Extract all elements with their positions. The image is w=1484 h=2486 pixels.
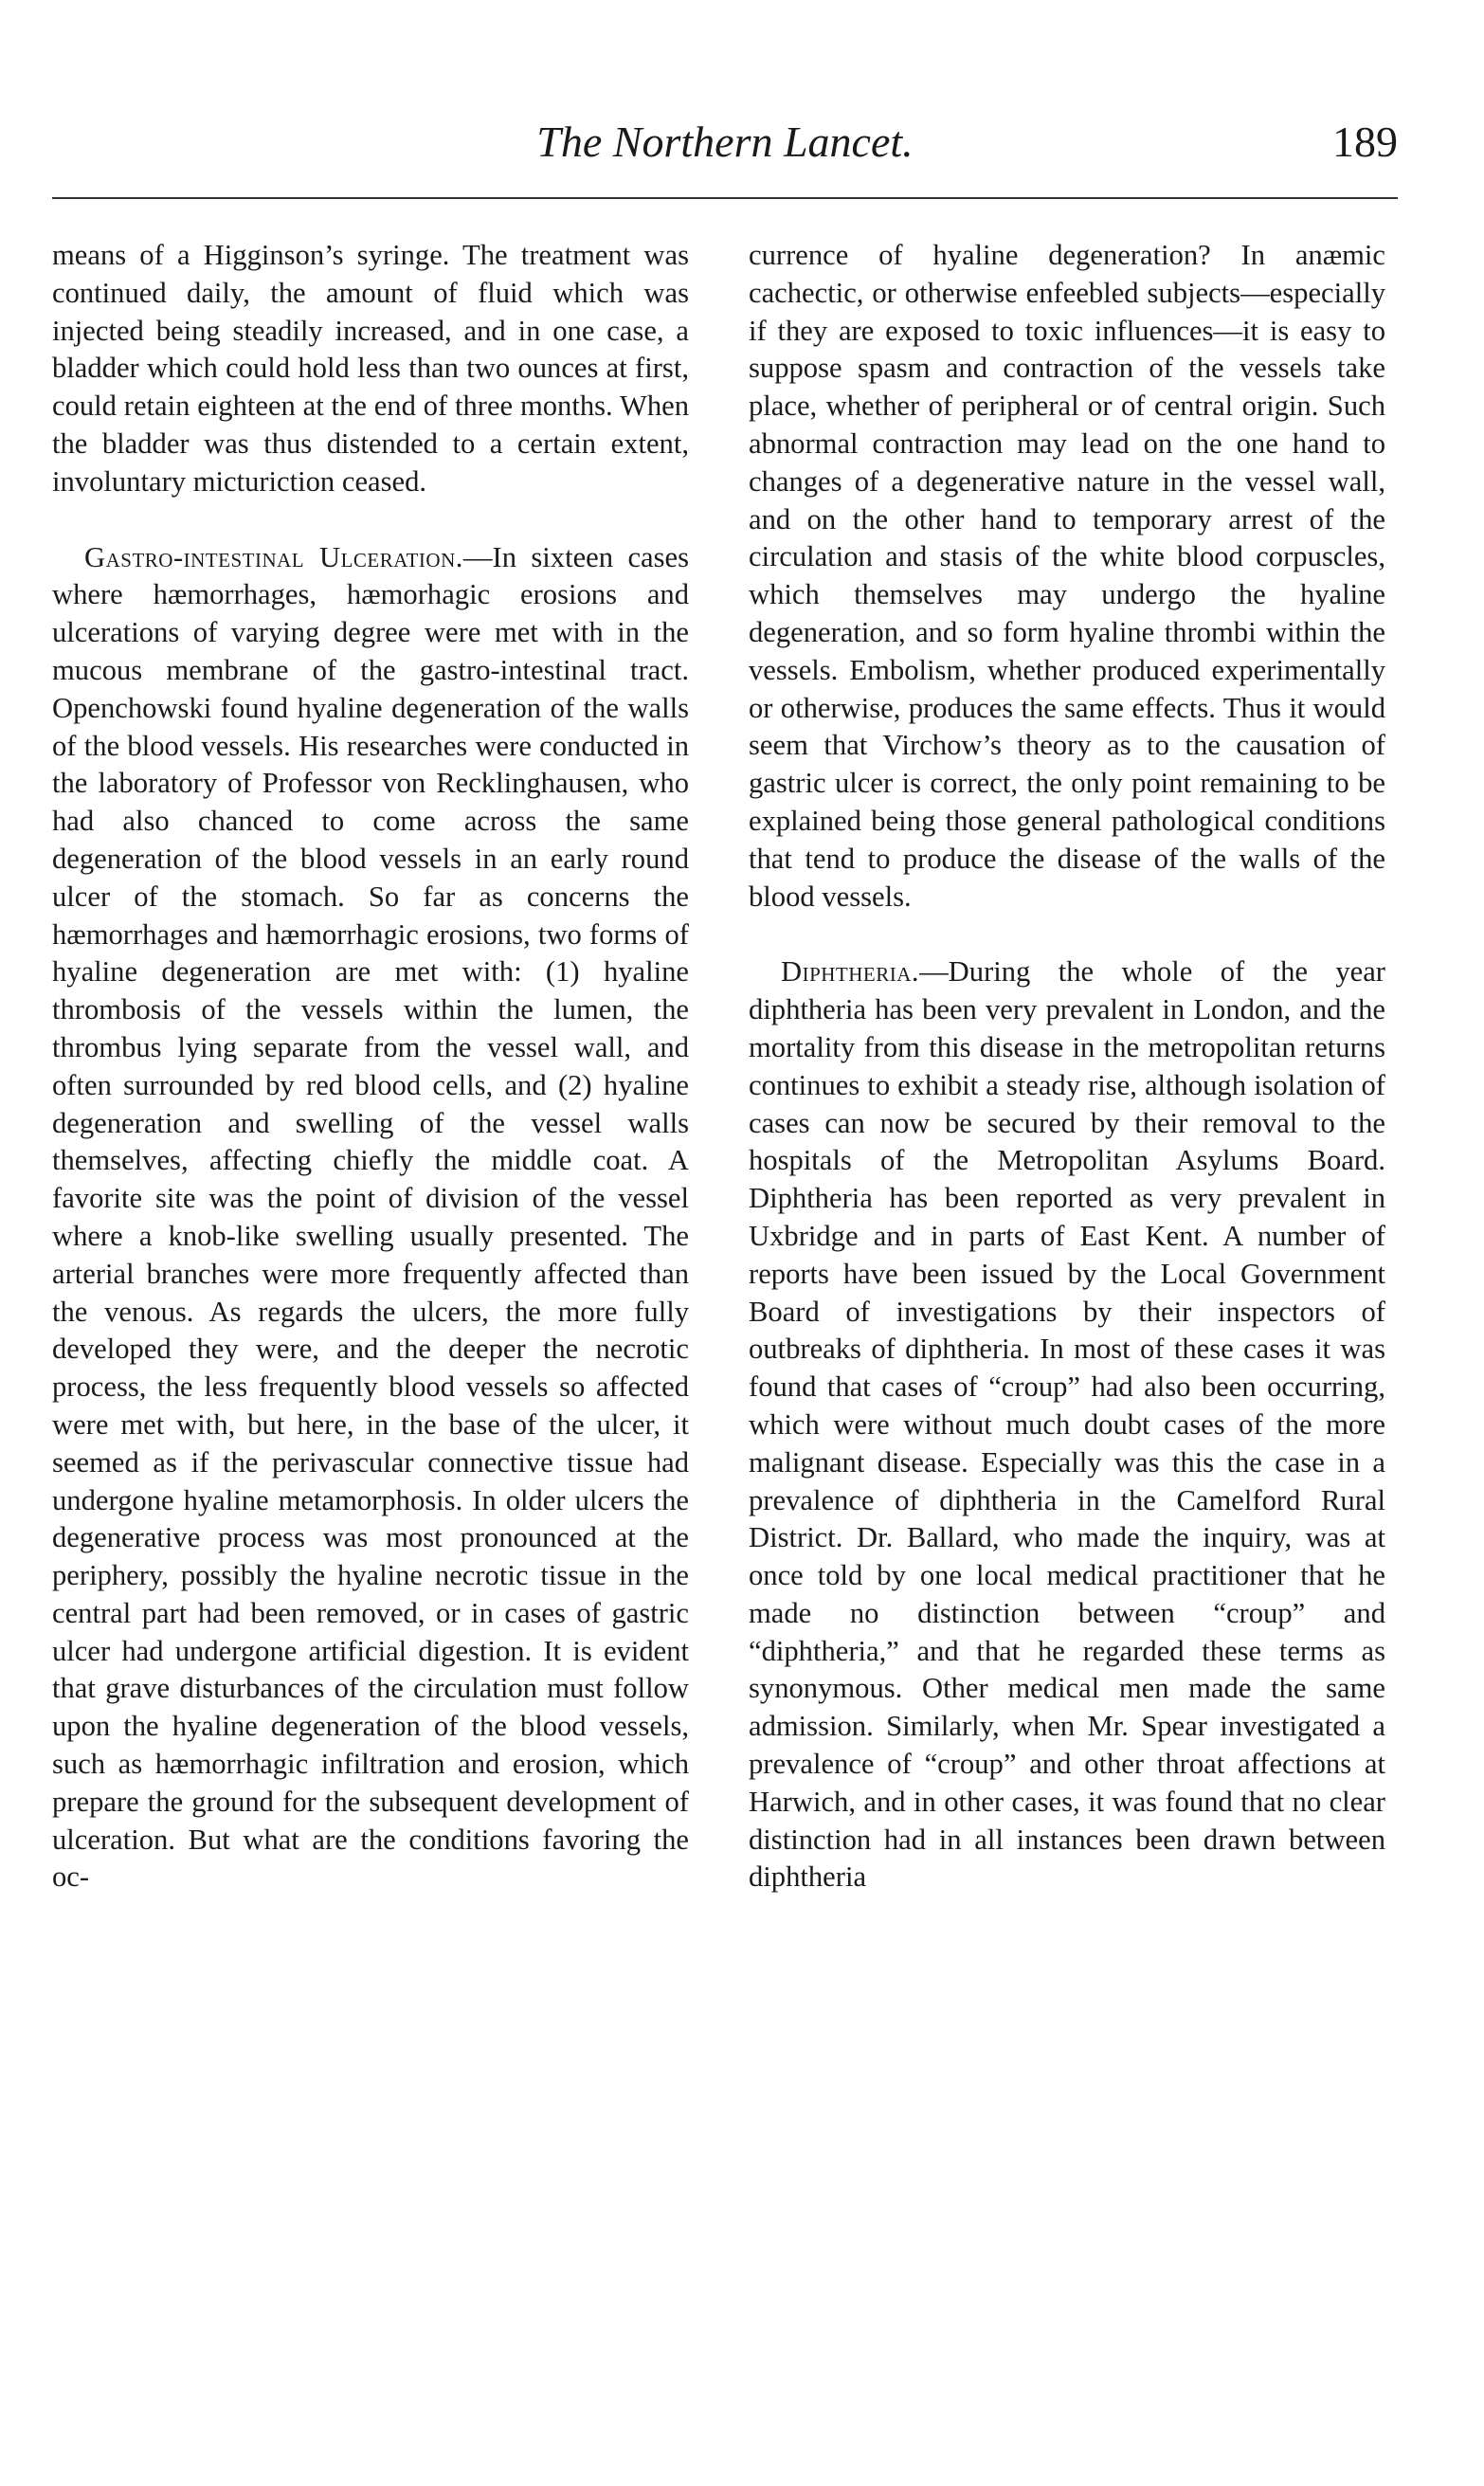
page-header — [52, 114, 1398, 171]
section-heading: Diphtheria. — [781, 955, 920, 989]
header-rule — [52, 197, 1398, 199]
section-heading: Gastro-intestinal Ulceration. — [84, 540, 463, 573]
paragraph-body: —In sixteen cases where hæmorrhages, hæmorhagic erosions and ulcerations of varying degree were met with in the mucous membrane of the gastro-intestinal tract. Openchowski found hyaline degeneration of the walls of the blood vessels. His researches were conducted in the laboratory of Professor von Recklinghausen, who had also chanced to come across the same degeneration of the blood vessels in an early round ulcer of the stomach. So far as concerns the hæmorrhages and hæmorrhagic erosions, two forms of hyaline degeneration are met with: (1) hyaline thrombosis of the vessels within the lumen, the thrombus lying separate from the vessel wall, and often surrounded by red blood cells, and (2) hyaline degeneration and swelling of the vessel walls themselves, affecting chiefly the middle coat. A favorite site was the point of division of the vessel where a knob-like swelling usually presented. The arterial branches were more frequently affected than the venous. As regards the ulcers, the more fully developed they were, and the deeper the necrotic process, the less frequently blood vessels so affected were met with, but here, in the base of the ulcer, it seemed as if the perivascular connective tissue had undergone hyaline metamorphosis. In older ulcers the degenerative process was most pronounced at the periphery, possibly the hyaline necrotic tissue in the central part had been removed, or in cases of gastric ulcer had undergone artificial digestion. It is evident that grave disturbances of the circulation must follow upon the hyaline degeneration of the blood vessels, such as hæmorrhagic infiltration and erosion, which prepare the ground for the subsequent development of ulceration. But what are the conditions favoring the oc- — [52, 540, 689, 1894]
running-title: The Northern Lancet. — [536, 118, 914, 166]
right-column — [749, 237, 1385, 1896]
paragraph-gastro-intestinal-ulceration — [52, 539, 689, 1897]
paragraph-body: —During the whole of the year diphtheria has been very prevalent in London, and the mortality from this disease in the metropolitan returns continues to exhibit a steady rise, although isolation of cases can now be secured by their removal to the hospitals of the Metropolitan Asylums Board. Diphtheria has been reported as very prevalent in Uxbridge and in parts of East Kent. A number of reports have been issued by the Local Government Board of investigations by their inspectors of outbreaks of diphtheria. In most of these cases it was found that cases of “croup” had also been occurring, which were without much doubt cases of the more malignant disease. Especially was this the case in a prevalence of diphtheria in the Camelford Rural District. Dr. Ballard, who made the inquiry, was at once told by one local medical practitioner that he made no distinction between “croup” and “diphtheria,” and that he regarded these terms as synonymous. Other medical men made the same admission. Similarly, when Mr. Spear investigated a prevalence of “croup” and other throat affections at Harwich, and in other cases, it was found that no clear distinction had in all instances been drawn between diphtheria — [749, 955, 1385, 1894]
left-column — [52, 237, 689, 1896]
paragraph-continuation: means of a Higginson’s syringe. The treatment was continued daily, the amount of fluid which was injected being steadily increased, and in one case, a bladder which could hold less than two ounces at first, could retain eighteen at the end of three months. When the bladder was thus distended to a certain extent, involuntary micturiction ceased. — [52, 239, 689, 498]
page-number: 189 — [1332, 118, 1398, 166]
paragraph-continuation: currence of hyaline degeneration? In anæmic cachectic, or otherwise enfeebled subjects—especially if they are exposed to toxic influences—it is easy to suppose spasm and contraction of the vessels take place, whether of peripheral or of central origin. Such abnormal contraction may lead on the one hand to changes of a degenerative nature in the vessel wall, and on the other hand to temporary arrest of the circulation and stasis of the white blood corpuscles, which themselves may undergo the hyaline degeneration, and so form hyaline thrombi within the vessels. Embolism, whether produced experimentally or otherwise, produces the same effects. Thus it would seem that Virchow’s theory as to the causation of gastric ulcer is correct, the only point remaining to be explained being those general pathological conditions that tend to produce the disease of the walls of the blood vessels. — [749, 239, 1385, 913]
paragraph-diphtheria — [749, 953, 1385, 1896]
